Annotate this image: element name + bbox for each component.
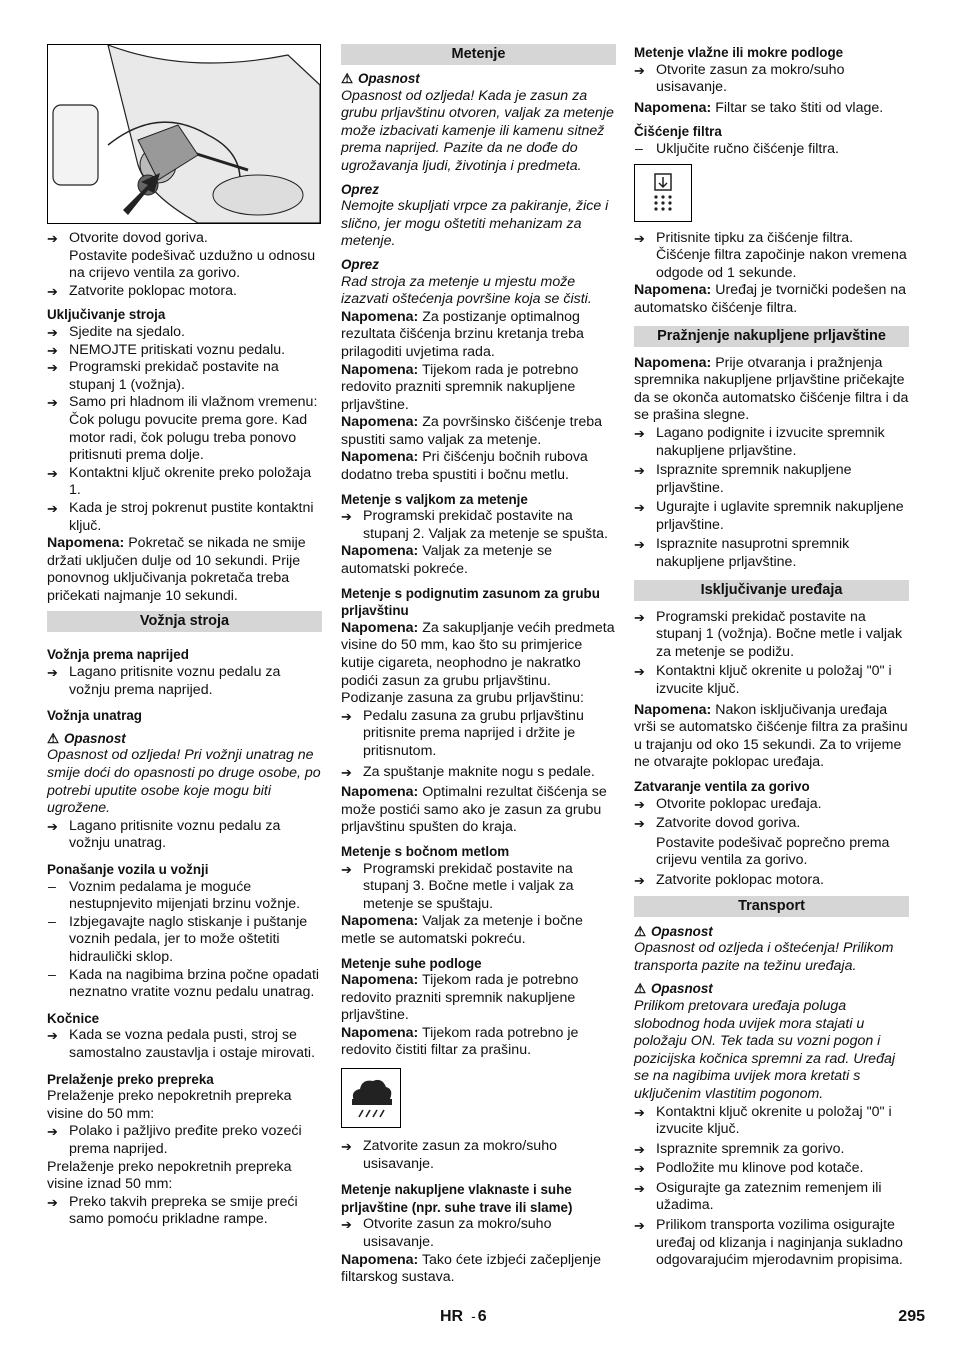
footer-lang: HR xyxy=(440,1308,464,1325)
caution-text: Rad stroja za metenje u mjestu može izazvati oštećenja površine koja se čisti. xyxy=(341,273,592,308)
list-item: ➔ Programski prekidač postavite na stupanj 1 (vožnja). xyxy=(47,359,322,394)
step-continuation: Postavite podešivač uzdužno u odnosu na crijevo ventila za gorivo. xyxy=(69,247,316,282)
warning-text: Prilikom pretovara uređaja poluga slobodnog hoda uvijek mora stajati u položaju ON. Tek tada su vozni pogon i pozicijska kočnica spremni za rad. Uređaj se na nagibima uvijek mora kretati s uključenim vlastitim pogonom. xyxy=(634,997,896,1102)
heading-naprijed: Vožnja prema naprijed xyxy=(47,647,189,663)
heading-zasun: Metenje s podignutim zasunom za grubu prljavštinu xyxy=(341,585,600,619)
cloud-rain-icon xyxy=(342,1069,400,1127)
list-item: ➔ Pedalu zasuna za grubu prljavštinu pritisnite prema naprijed i držite je pritisnutom. xyxy=(341,708,616,761)
column-2 xyxy=(341,44,616,1287)
warning-text: Opasnost od ozljeda! Kada je zasun za grubu prljavštinu otvoren, valjak za metenje može izbacivati kamenje ili kamenu sitnež prema naprijed. Pazite da ne dođe do ugrožavanja ljudi, životinja i predmeta. xyxy=(341,87,614,174)
list-item: ➔ Osigurajte ga zateznim remenjem ili užadima. xyxy=(634,1180,909,1215)
list-item: ➔ Pritisnite tipku za čišćenje filtra. Čišćenje filtra započinje nakon vremena odgode od 1 sekunde. xyxy=(634,230,909,283)
warning-label: ⚠ Opasnost xyxy=(341,71,420,86)
dry-wet-symbol xyxy=(341,1068,401,1128)
heading-kocnice: Kočnice xyxy=(47,1010,100,1026)
warning-icon: ⚠ xyxy=(634,923,647,939)
section-metenje: Metenje xyxy=(341,44,616,65)
list-item: ➔ Za spuštanje maknite nogu s pedale. xyxy=(341,764,616,782)
note xyxy=(47,535,322,605)
heading-bocna: Metenje s bočnom metlom xyxy=(341,843,510,859)
column-1 xyxy=(47,44,322,1229)
list-item: ➔ Programski prekidač postavite na stupanj 1 (vožnja). Bočne metle i valjak za metenje se podižu. xyxy=(634,609,909,662)
list-item: ➔ Kontaktni ključ okrenite preko položaja 1. xyxy=(47,465,322,500)
list-item: – Uključite ručno čišćenje filtra. xyxy=(634,141,909,159)
warning-label: ⚠ Opasnost xyxy=(634,923,713,939)
heading-filtra: Čišćenje filtra xyxy=(634,124,722,140)
page-number: 295 xyxy=(898,1308,925,1325)
warning-text: Opasnost od ozljeda i oštećenja! Prilikom transporta pazite na težinu uređaja. xyxy=(634,940,894,974)
list-item: ➔ Lagano pritisnite voznu pedalu za vožnju prema naprijed. xyxy=(47,664,322,699)
note: Napomena: Valjak za metenje i bočne metle se automatski pokreću. xyxy=(341,913,583,947)
note: Napomena: Za sakupljanje većih predmeta visine do 50 mm, kao što su primjerice kutije cigareta, neophodno je nakratko podići zasun za grubu prljavštinu. xyxy=(341,619,615,689)
footer-language-page xyxy=(440,1308,487,1326)
heading-valjak: Metenje s valjkom za metenje xyxy=(341,491,528,507)
list-item: – Voznim pedalama je moguće nestupnjevito mijenjati brzinu vožnje. xyxy=(47,879,322,914)
note: Napomena: Za površinsko čišćenje treba spustiti samo valjak za metenje. xyxy=(341,414,603,448)
note: Napomena: Tako ćete izbjeći začepljenje filtarskog sustava. xyxy=(341,1251,601,1286)
note-label: Napomena: xyxy=(47,535,125,552)
list-item: ➔ Sjedite na sjedalo. xyxy=(47,324,322,342)
caution-label: Oprez xyxy=(341,256,379,272)
warning-text: Opasnost od ozljeda! Pri vožnji unatrag ne smije doći do opasnosti po druge osobe, po potrebi uputite osobe koje mogu biti ugrožene. xyxy=(47,747,321,817)
warning-icon: ⚠ xyxy=(47,730,60,746)
note: Napomena: Prije otvaranja i pražnjenja spremnika nakupljene prljavštine pričekajte da se okonča automatsko čišćenje filtra i da se prašina slegne. xyxy=(634,354,909,424)
heading-ukljucivanje: Uključivanje stroja xyxy=(47,307,166,323)
list-item: ➔ Prilikom transporta vozilima osigurajte uređaj od klizanja i naginjanja sukladno odgovarajućim mjerodavnim propisima. xyxy=(634,1217,909,1270)
filter-clean-icon xyxy=(635,165,691,221)
heading-unatrag: Vožnja unatrag xyxy=(47,708,142,724)
list-item: ➔ Polako i pažljivo pređite preko vozeći prema naprijed. xyxy=(47,1123,322,1158)
note: Napomena: Optimalni rezultat čišćenja se može postići samo ako je zasun za grubu prljavštinu spušten do kraja. xyxy=(341,784,607,836)
list-item: ➔ NEMOJTE pritiskati voznu pedalu. xyxy=(47,342,322,360)
list-item: ➔ Kada je stroj pokrenut pustite kontaktni ključ. xyxy=(47,500,322,535)
list-item: ➔ Kada se vozna pedala pusti, stroj se samostalno zaustavlja i ostaje mirovati. xyxy=(47,1027,322,1062)
list-item: ➔ Samo pri hladnom ili vlažnom vremenu: Čok polugu povucite prema gore. Kad motor radi, čok polugu treba ponovo pritisnuti prema dolje. xyxy=(47,394,322,464)
list-item: ➔ Kontaktni ključ okrenite u položaj "0" i izvucite ključ. xyxy=(634,663,909,698)
column-3 xyxy=(634,44,909,1270)
note: Napomena: Tijekom rada je potrebno redovito prazniti spremnik nakupljene prljavštine. xyxy=(341,972,579,1024)
note: Napomena: Pri čišćenju bočnih rubova dodatno treba spustiti i bočnu metlu. xyxy=(341,449,588,484)
list-item: ➔ Otvorite zasun za mokro/suho usisavanje. xyxy=(634,62,909,97)
paragraph: Prelaženje preko nepokretnih prepreka visine iznad 50 mm: xyxy=(47,1158,292,1193)
heading-vlazne: Metenje vlažne ili mokre podloge xyxy=(634,45,844,60)
list-item: ➔ Preko takvih prepreka se smije preći samo pomoću prikladne rampe. xyxy=(47,1194,322,1229)
note: Napomena: Valjak za metenje se automatski pokreće. xyxy=(341,543,553,578)
heading-zatvaranje: Zatvaranje ventila za gorivo xyxy=(634,779,810,794)
list-item: ➔ Zatvorite poklopac motora. xyxy=(634,872,909,890)
heading-prelazenje: Prelaženje preko prepreka xyxy=(47,1071,214,1087)
note: Napomena: Uređaj je tvornički podešen na automatsko čišćenje filtra. xyxy=(634,282,907,316)
heading-ponasanje: Ponašanje vozila u vožnji xyxy=(47,862,209,877)
list-item: ➔ Programski prekidač postavite na stupanj 3. Bočne metle i valjak za metenje se spuštaju. xyxy=(341,861,616,914)
list-item: ➔ Otvorite zasun za mokro/suho usisavanje. xyxy=(341,1216,616,1251)
warning-label: ⚠ Opasnost xyxy=(47,730,126,746)
note-text: Pokretač se nikada ne smije držati uključen dulje od 10 sekundi. Prije ponovnog uključivanja pokretača treba pričekati najmanje 10 sekundi. xyxy=(47,535,306,604)
list-item: ➔ Ispraznite spremnik za gorivo. xyxy=(634,1141,909,1159)
caution-text: Nemojte skupljati vrpce za pakiranje, žice i slično, jer mogu oštetiti mehanizam za metenje. xyxy=(341,198,609,250)
filter-cleaning-symbol xyxy=(634,164,692,222)
section-praznjenje: Pražnjenje nakupljene prljavštine xyxy=(634,326,909,347)
footer-local-page: 6 xyxy=(477,1308,487,1325)
engine-photo-drawing xyxy=(48,45,320,223)
section-iskljucivanje: Isključivanje uređaja xyxy=(634,580,909,601)
list-item: ➔ Programski prekidač postavite na stupanj 2. Valjak za metenje se spušta. xyxy=(341,508,616,543)
paragraph: Prelaženje preko nepokretnih prepreka visine do 50 mm: xyxy=(47,1088,292,1122)
warning-icon: ⚠ xyxy=(634,981,647,997)
list-item: ➔ Kontaktni ključ okrenite u položaj "0" i izvucite ključ. xyxy=(634,1104,909,1139)
engine-fuel-valve-photo xyxy=(47,44,321,224)
list-item: ➔ Otvorite poklopac uređaja. xyxy=(634,796,909,814)
step-close-engine-cover: ➔ Zatvorite poklopac motora. xyxy=(47,283,322,301)
warning-icon: ⚠ xyxy=(341,71,354,86)
note: Napomena: Nakon isključivanja uređaja vrši se automatsko čišćenje filtra za prašinu u trajanju od oko 15 sekundi. Za to vrijeme ne otvarajte poklopac uređaja. xyxy=(634,701,908,771)
section-transport: Transport xyxy=(634,896,909,917)
note: Napomena: Tijekom rada je potrebno redovito prazniti spremnik nakupljene prljavštine. xyxy=(341,361,579,413)
list-item: ➔ Zatvorite zasun za mokro/suho usisavanje. xyxy=(341,1138,616,1173)
list-item: – Izbjegavajte naglo stiskanje i puštanje voznih pedala, jer to može oštetiti hidraulički sklop. xyxy=(47,914,322,967)
list-item: ➔ Ugurajte i uglavite spremnik nakupljene prljavštine. xyxy=(634,499,909,534)
footer-sep: - xyxy=(471,1308,476,1324)
heading-suhe: Metenje suhe podloge xyxy=(341,955,482,971)
list-item-continuation: Postavite podešivač poprečno prema crijevu ventila za gorivo. xyxy=(656,834,890,869)
warning-label: ⚠ Opasnost xyxy=(634,981,713,997)
list-item: ➔ Ispraznite nasuprotni spremnik nakupljene prljavštine. xyxy=(634,536,909,571)
heading-vlaknaste: Metenje nakupljene vlaknaste i suhe prljavštine (npr. suhe trave ili slame) xyxy=(341,1182,573,1215)
list-item: ➔ Podložite mu klinove pod kotače. xyxy=(634,1160,909,1178)
list-item: – Kada na nagibima brzina počne opadati neznatno vratite voznu pedalu unatrag. xyxy=(47,967,322,1002)
note: Napomena: Filtar se tako štiti od vlage. xyxy=(634,99,884,116)
list-item: ➔ Ispraznite spremnik nakupljene prljavštine. xyxy=(634,462,909,497)
caution-label: Oprez xyxy=(341,181,379,197)
list-item: ➔ Lagano pritisnite voznu pedalu za vožnju unatrag. xyxy=(47,818,322,853)
note: Napomena: Tijekom rada potrebno je redovito čistiti filtar za prašinu. xyxy=(341,1024,579,1059)
list-item: ➔ Lagano podignite i izvucite spremnik nakupljene prljavštine. xyxy=(634,425,909,460)
step-open-fuel: ➔ Otvorite dovod goriva. xyxy=(47,230,322,248)
note: Napomena: Za postizanje optimalnog rezultata čišćenja brzinu kretanja treba prilagoditi uvjetima rada. xyxy=(341,308,584,360)
section-voznja-stroja: Vožnja stroja xyxy=(47,611,322,632)
paragraph: Podizanje zasuna za grubu prljavštinu: xyxy=(341,690,584,707)
list-item: ➔ Zatvorite dovod goriva. xyxy=(634,815,909,833)
